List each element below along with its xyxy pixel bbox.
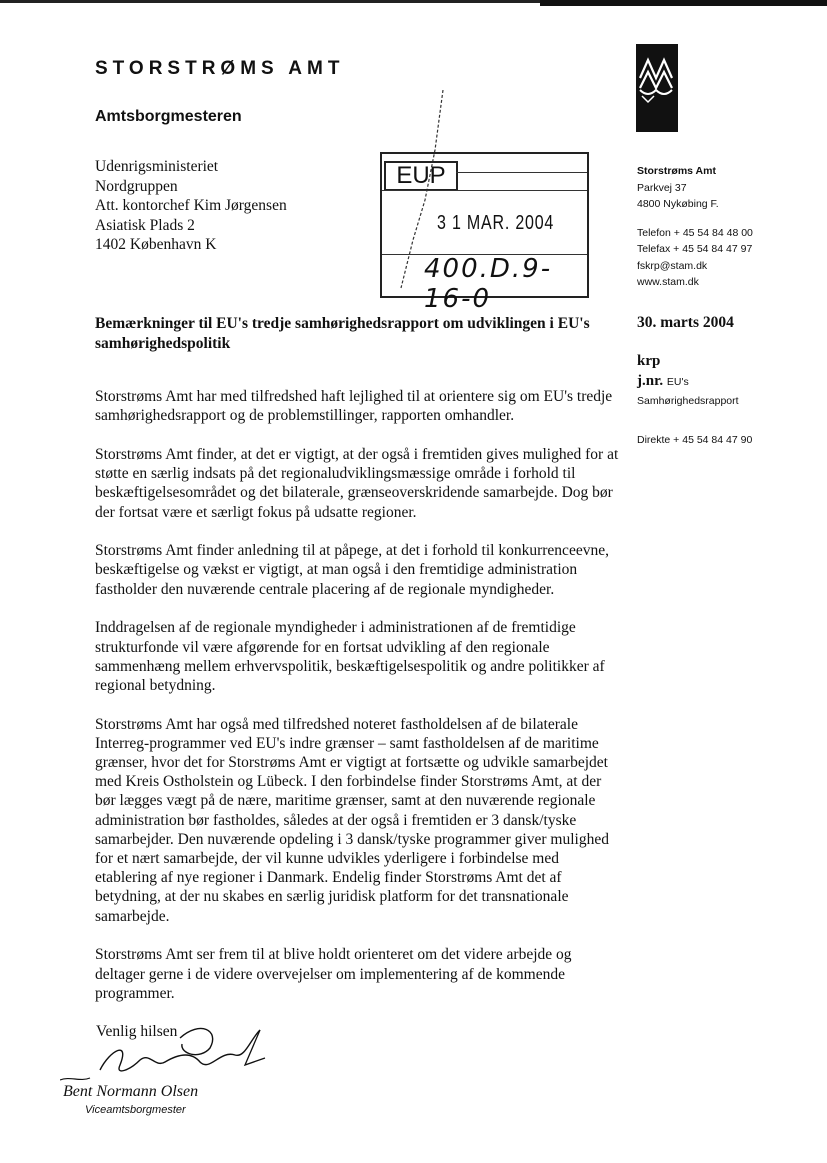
signatory-name: Bent Normann Olsen (63, 1083, 199, 1100)
top-rule-thick (540, 0, 827, 6)
handwritten-signature (60, 1010, 290, 1090)
address-line: Nordgruppen (95, 177, 178, 195)
stamp-date: 3 1 MAR. 2004 (437, 212, 555, 234)
address-line: Att. kontorchef Kim Jørgensen (95, 197, 287, 214)
letter-body (95, 387, 623, 1022)
organization-name: STORSTRØMS AMT (95, 58, 345, 79)
sender-fax: Telefax + 45 54 84 47 97 (637, 243, 753, 255)
closing-salutation: Venlig hilsen (96, 1023, 178, 1040)
initials: krp (637, 353, 661, 369)
journal-ref (637, 373, 689, 390)
direct-phone: Direkte + 45 54 84 47 90 (637, 434, 753, 446)
paragraph: Storstrøms Amt har også med tilfredshed noteret fastholdelsen af de bilaterale Interreg-programmer ved EU's indre grænser – samt fastholdelsen af de maritime grænser, hvor det for Storstrøms Amt er vigtigt at fortsætte og udvikle samarbejdet med Kreis Ostholstein og Lübeck. I den forbindelse finder Storstrøms Amt, at der bør lægges vægt på de nære, maritime grænser, samt at den nuværende regionale administration bør fastholdes, således at der også i fremtiden er 3 dansk/tyske samarbejder. Den nuværende opdeling i 3 dansk/tyske programmer giver mulighed for et nært samarbejde, der vil kunne udvikles yderligere i forbindelse med etablering af nye regioner i Danmark. Endelig finder Storstrøms Amt det af betydning, at der nu skabes en særlig juridisk platform for det transnationale samarbejde. (95, 715, 609, 925)
sender-website: www.stam.dk (637, 276, 699, 288)
journal-label: j.nr. (637, 373, 664, 389)
sender-email: fskrp@stam.dk (637, 259, 708, 272)
wave-logo-icon (636, 44, 678, 132)
address-line: Udenrigsministeriet (95, 158, 219, 175)
stamp-label: EUP (384, 161, 458, 191)
paragraph: Storstrøms Amt finder, at det er vigtigt, at der også i fremtiden gives mulighed for at støtte en særlig indsats på det regionaludviklingsmæssige område i forhold til beskæftigelsesområdet og det bilaterale, grænseoverskridende samarbejde. Dog bør der fortsat være et særligt fokus på udsatte regioner. (95, 445, 619, 521)
stamp-divider (382, 190, 587, 191)
paragraph: Storstrøms Amt finder anledning til at påpege, at det i forhold til konkurrenceevne, beskæftigelse og vækst er vigtigt, at man også i den fremtidige administration fastholder den nuværende centrale placering af de regionale myndigheder. (95, 542, 609, 598)
journal-value: EU's (666, 376, 689, 388)
letter-subject: Bemærkninger til EU's tredje samhørighedsrapport om udviklingen i EU's samhørighedspolitik (95, 315, 590, 352)
logo (636, 44, 678, 132)
stamp-divider (456, 172, 587, 173)
office-name: Amtsborgmesteren (95, 108, 242, 125)
paragraph: Storstrøms Amt har med tilfredshed haft lejlighed til at orientere sig om EU's tredje samhørighedsrapport og de problemstillinger, rapporten omhandler. (95, 388, 613, 425)
paragraph: Storstrøms Amt ser frem til at blive holdt orienteret om det videre arbejde og deltager gerne i de videre overvejelser om implementering af de kommende programmer. (95, 946, 572, 1002)
journal-subject: Samhørighedsrapport (637, 395, 739, 407)
address-line: 1402 København K (95, 236, 217, 253)
sender-address-line: 4800 Nykøbing F. (637, 198, 719, 210)
received-stamp (380, 152, 589, 314)
sender-address-line: Parkvej 37 (637, 181, 687, 194)
address-line: Asiatisk Plads 2 (95, 216, 195, 234)
paragraph: Inddragelsen af de regionale myndigheder i administrationen af de fremtidige strukturfonde vil være afgørende for en fortsat udvikling af den regionale sammenhæng mellem erhvervspolitik, beskæftigelsespolitik og andre politikker af regional betydning. (95, 619, 605, 694)
letter-date: 30. marts 2004 (637, 314, 734, 331)
sender-name: Storstrøms Amt (637, 165, 716, 177)
sender-phone: Telefon + 45 54 84 48 00 (637, 226, 753, 239)
sender-sidebar (637, 163, 817, 291)
stamp-journal-number: 400.D.9-16-0 (424, 254, 553, 314)
recipient-address (95, 157, 287, 255)
signatory-title: Viceamtsborgmester (85, 1104, 186, 1116)
